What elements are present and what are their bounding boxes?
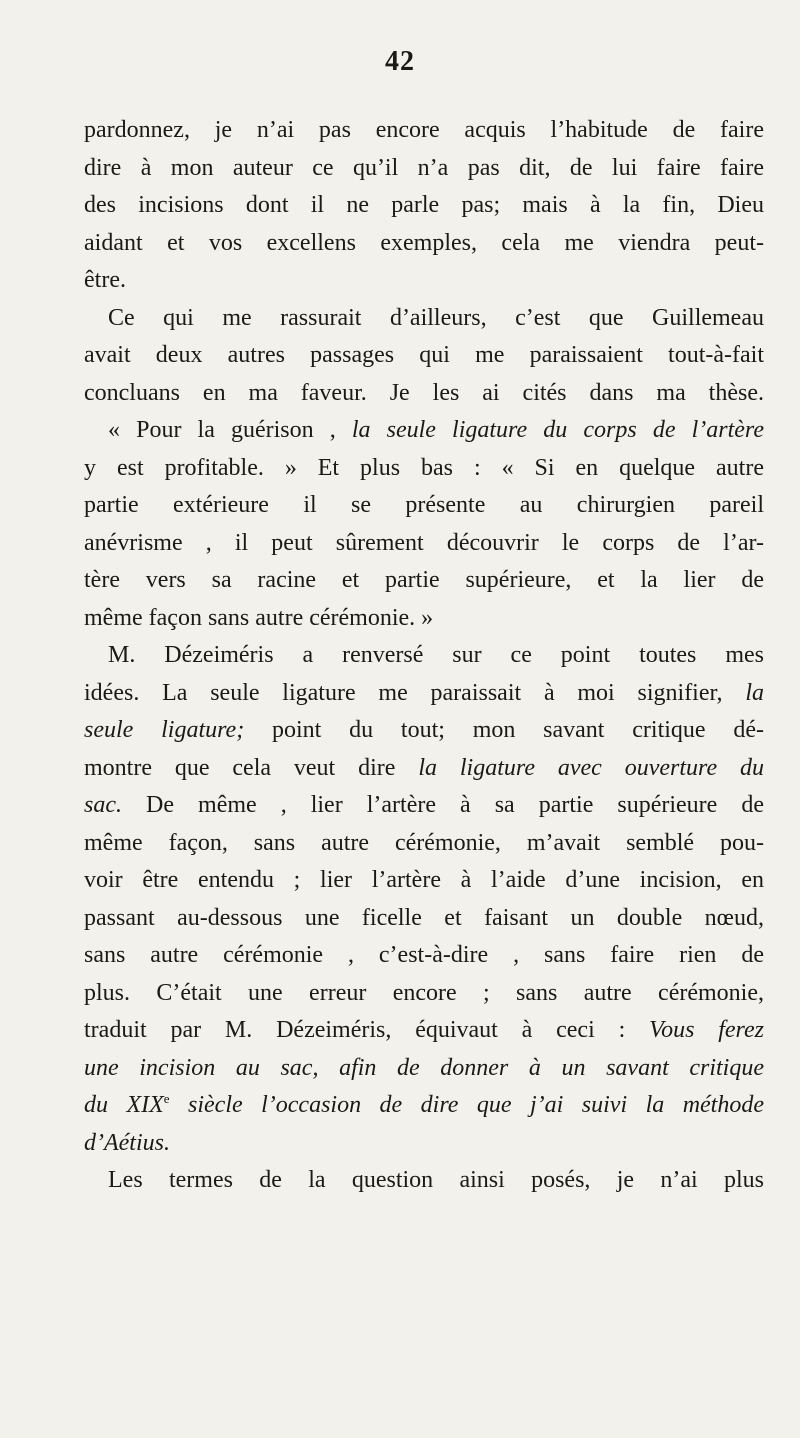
text-segment: traduit par M. Dézeiméris, équivaut à ceci : — [84, 1017, 650, 1043]
page-number: 42 — [385, 46, 415, 77]
text-line — [84, 1087, 764, 1125]
text-segment: être. — [84, 267, 126, 293]
text-line — [84, 225, 764, 263]
text-segment: montre que cela veut dire — [84, 754, 419, 781]
text-segment: « Pour la guérison , — [108, 417, 352, 443]
italic-text: siècle l’occasion de dire que j’ai suivi la méthode — [169, 1092, 765, 1118]
text-segment: anévrisme , il peut sûrement découvrir le corps de l’ar- — [84, 529, 764, 556]
text-segment: sans autre cérémonie , c’est-à-dire , sans faire rien de — [84, 942, 764, 968]
text-line — [84, 825, 764, 863]
text-line — [84, 975, 764, 1013]
text-segment: idées. La seule ligature me paraissait à moi signifier, — [84, 679, 746, 706]
text-segment: tère vers sa racine et partie supérieure, et la lier de — [84, 567, 764, 593]
text-line — [84, 862, 764, 900]
text-line — [84, 1012, 764, 1050]
italic-text: la — [745, 679, 764, 706]
text-line — [84, 637, 764, 675]
italic-text: la seule ligature du corps de l’artère — [351, 417, 764, 443]
text-segment: même façon, sans autre cérémonie, m’avait semblé pou- — [84, 829, 764, 856]
text-line — [84, 525, 764, 563]
text-segment: des incisions dont il ne parle pas; mais à la fin, Dieu — [84, 192, 764, 218]
text-segment: Ce qui me rassurait d’ailleurs, c’est que Guillemeau — [108, 304, 764, 331]
text-line — [84, 150, 764, 188]
text-line — [84, 675, 764, 713]
italic-text: la ligature avec ouverture du — [418, 754, 764, 781]
text-line — [84, 750, 764, 788]
text-segment: De même , lier l’artère à sa partie supérieure de — [122, 792, 764, 818]
text-line — [84, 937, 764, 975]
text-segment: y est profitable. » Et plus bas : « Si en quelque autre — [84, 454, 764, 481]
italic-text: une incision au sac, afin de donner à un savant critique — [84, 1054, 764, 1081]
italic-text: sac. — [84, 792, 122, 818]
text-segment: point du tout; mon savant critique dé- — [244, 717, 764, 743]
text-line — [84, 1162, 764, 1200]
text-line — [84, 112, 764, 150]
text-line — [84, 450, 764, 488]
text-line — [84, 337, 764, 375]
text-segment: passant au-dessous une ficelle et faisant un double nœud, — [84, 904, 764, 931]
text-segment: voir être entendu ; lier l’artère à l’aide d’une incision, en — [84, 867, 764, 893]
text-line — [84, 187, 764, 225]
italic-text: du XIX — [84, 1092, 164, 1118]
text-line — [84, 262, 764, 300]
italic-text: Vous ferez — [649, 1017, 765, 1043]
text-line — [84, 300, 764, 338]
body-text — [84, 112, 764, 1200]
text-segment: dire à mon auteur ce qu’il n’a pas dit, de lui faire faire — [84, 154, 764, 181]
text-line — [84, 600, 764, 638]
text-segment: partie extérieure il se présente au chirurgien pareil — [84, 492, 764, 518]
text-line — [84, 1050, 764, 1088]
text-line — [84, 900, 764, 938]
text-segment: pardonnez, je n’ai pas encore acquis l’habitude de faire — [84, 117, 764, 143]
italic-text: d’Aétius. — [84, 1129, 170, 1156]
text-segment: même façon sans autre cérémonie. » — [84, 604, 434, 631]
italic-text: e — [163, 1091, 170, 1106]
text-segment: Les termes de la question ainsi posés, je n’ai plus — [108, 1167, 764, 1193]
text-segment: M. Dézeiméris a renversé sur ce point toutes mes — [108, 642, 764, 668]
text-line — [84, 712, 764, 750]
text-segment: plus. C’était une erreur encore ; sans autre cérémonie, — [84, 979, 764, 1006]
text-line — [84, 787, 764, 825]
text-line — [84, 412, 764, 450]
italic-text: seule ligature; — [84, 717, 245, 743]
text-segment: avait deux autres passages qui me paraissaient tout-à-fait — [84, 342, 764, 368]
text-line — [84, 1125, 764, 1163]
text-segment: aidant et vos excellens exemples, cela me viendra peut- — [84, 229, 764, 256]
text-segment: concluans en ma faveur. Je les ai cités dans ma thèse. — [84, 379, 764, 406]
text-line — [84, 562, 764, 600]
text-line — [84, 487, 764, 525]
text-line — [84, 375, 764, 413]
